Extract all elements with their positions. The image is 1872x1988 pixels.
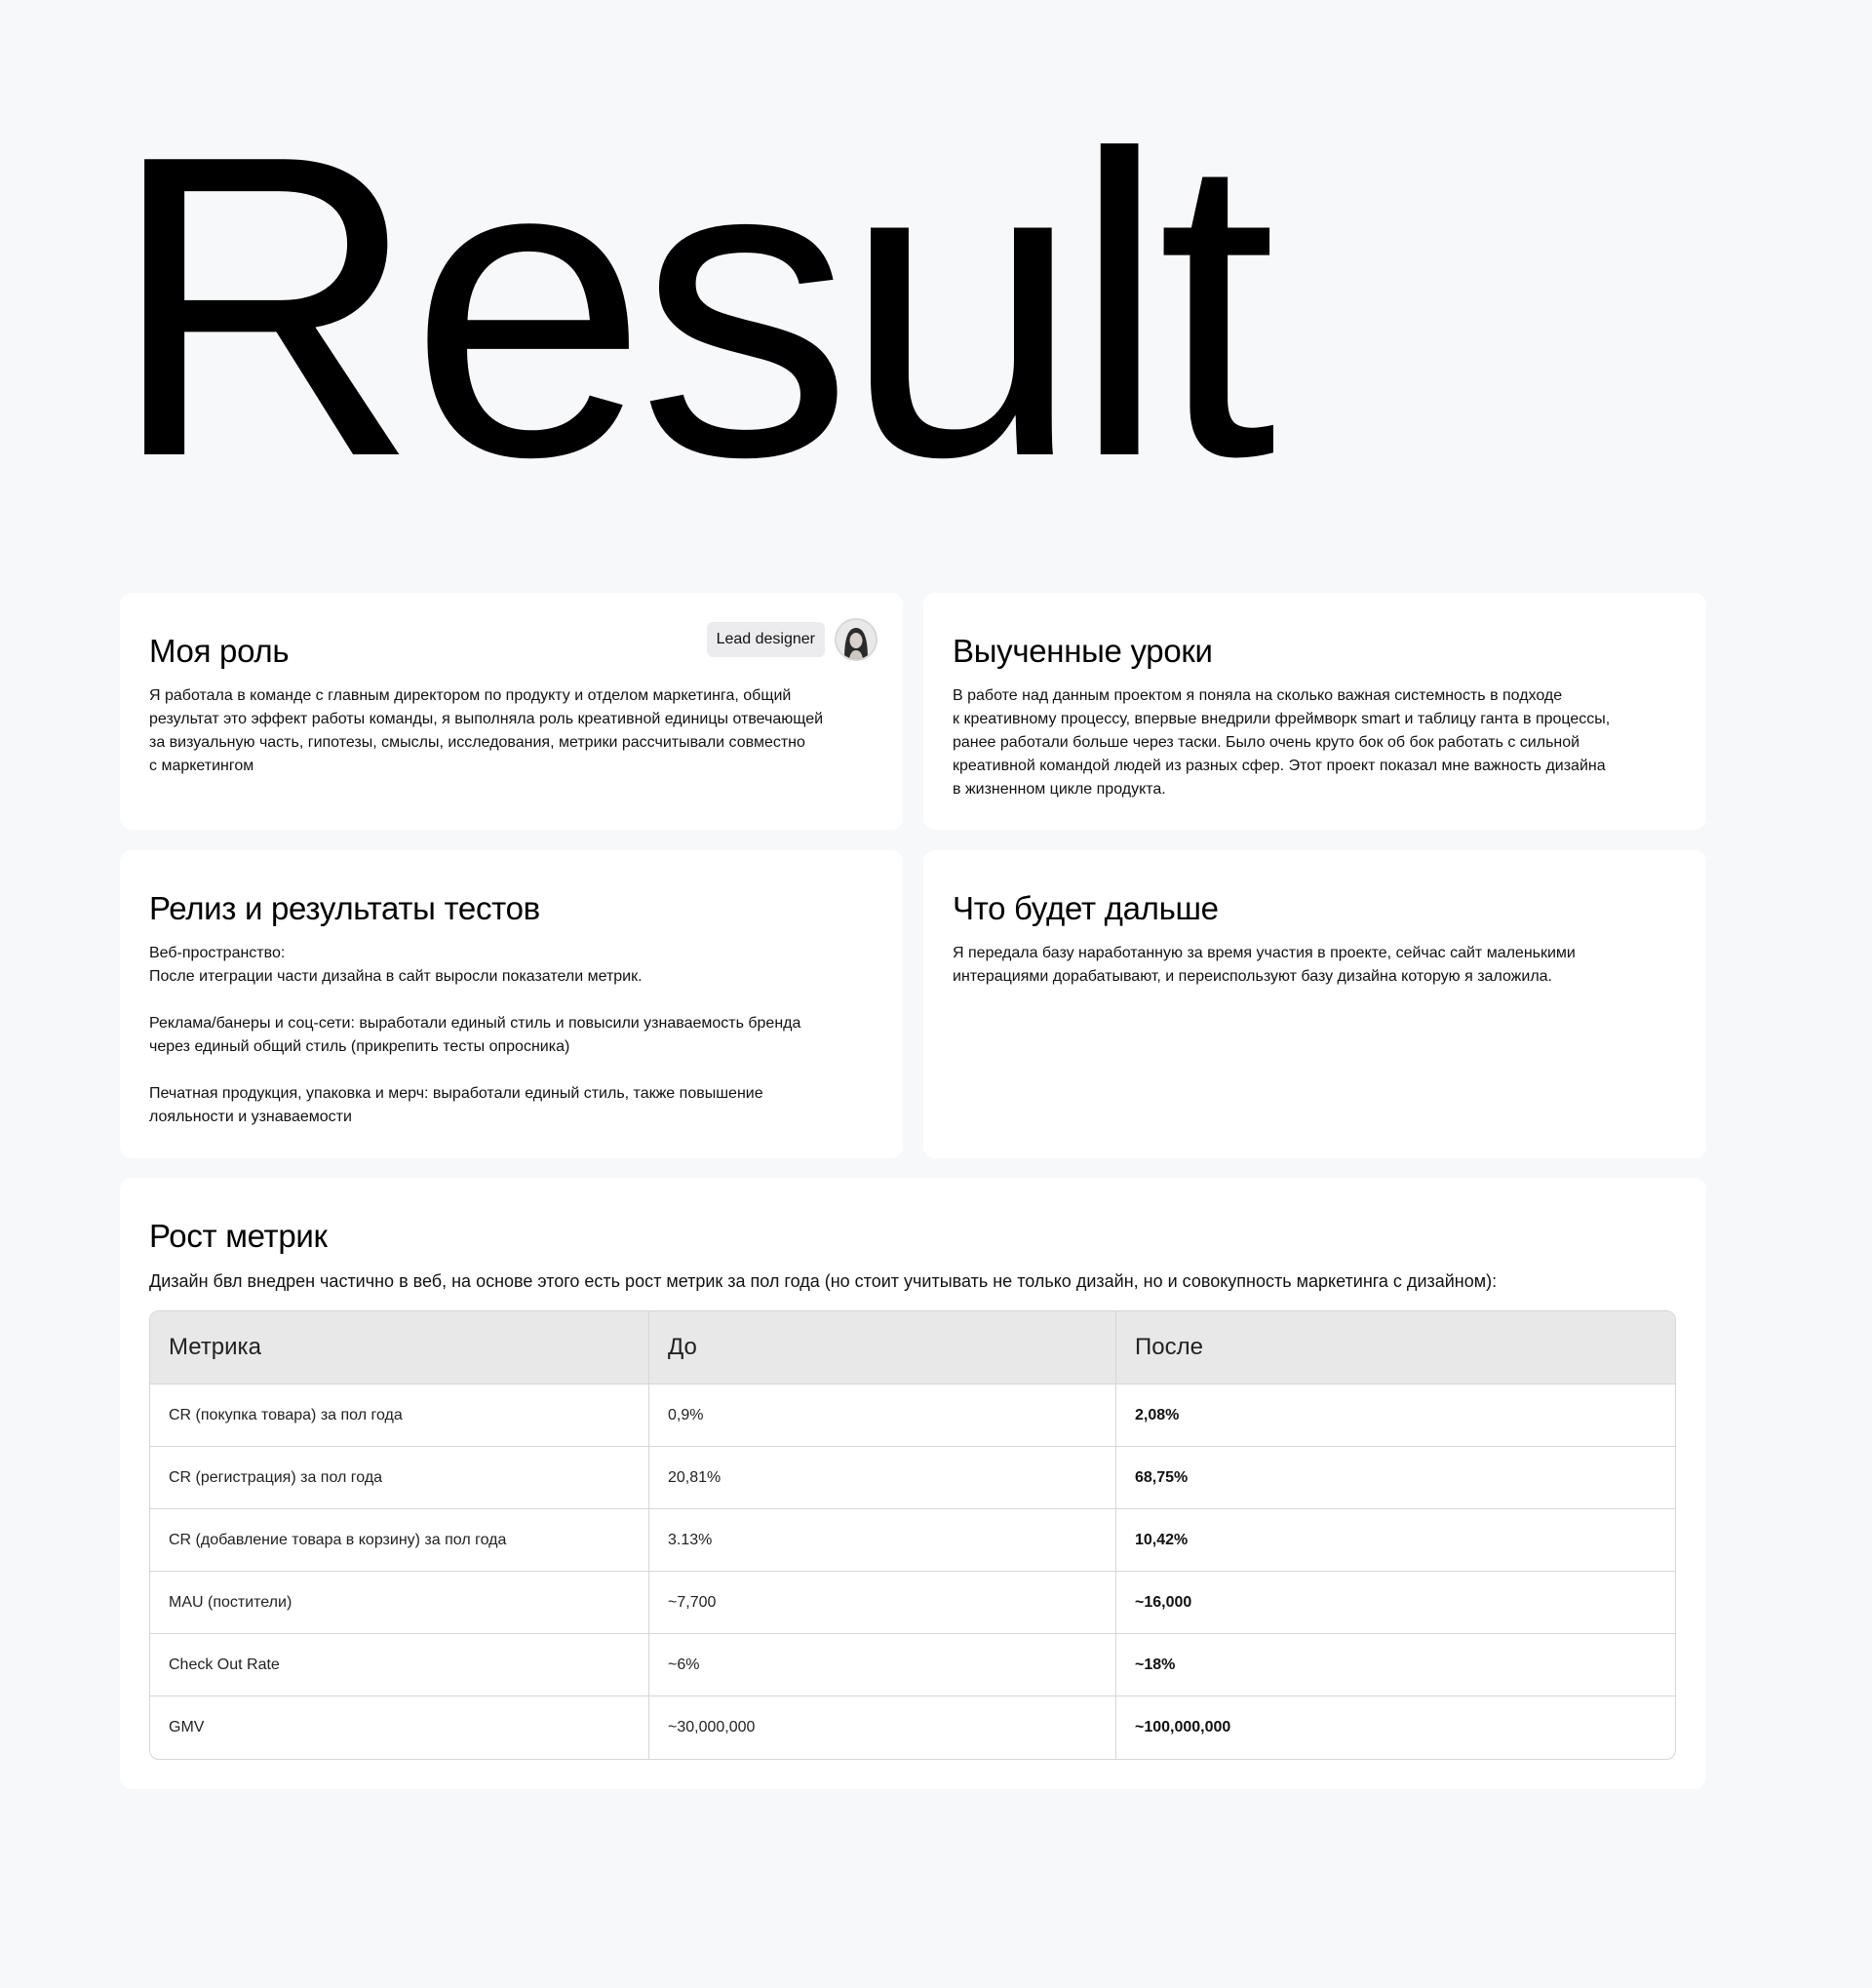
table-row bbox=[150, 1447, 1675, 1509]
metric-after: ~100,000,000 bbox=[1115, 1696, 1675, 1759]
metric-after: ~16,000 bbox=[1115, 1572, 1675, 1634]
column-header-after: После bbox=[1115, 1311, 1675, 1384]
lessons-card-text: В работе над данным проектом я поняла на сколько важная системность в подходе к креативному процессу, впервые внедрили фреймворк smart и таблицу ганта в процессы, ранее работали больше через таски. Было очень круто бок об бок работать с сильной креативной командой людей из разных сфер. Этот проект показал мне важность дизайна в жизненном цикле продукта. bbox=[953, 687, 1611, 798]
table-row bbox=[150, 1696, 1675, 1759]
metric-after: 2,08% bbox=[1115, 1384, 1675, 1447]
metric-name: MAU (постители) bbox=[150, 1572, 648, 1634]
table-row bbox=[150, 1509, 1675, 1572]
release-card bbox=[120, 850, 903, 1158]
metrics-intro: Дизайн бвл внедрен частично в веб, на основе этого есть рост метрик за пол года (но стоит учитывать не только дизайн, но и совокупность маркетинга с дизайном): bbox=[149, 1271, 1498, 1291]
metric-after: 10,42% bbox=[1115, 1509, 1675, 1572]
metric-after: 68,75% bbox=[1115, 1447, 1675, 1509]
metric-before: 20,81% bbox=[648, 1447, 1115, 1509]
metrics-table bbox=[149, 1310, 1676, 1760]
role-card-title: Моя роль bbox=[149, 633, 290, 669]
metric-name: CR (добавление товара в корзину) за пол года bbox=[150, 1509, 648, 1572]
metrics-card-title: Рост метрик bbox=[149, 1218, 328, 1254]
metric-name: CR (покупка товара) за пол года bbox=[150, 1384, 648, 1447]
metric-before: 0,9% bbox=[648, 1384, 1115, 1447]
metric-before: ~7,700 bbox=[648, 1572, 1115, 1634]
metric-before: 3.13% bbox=[648, 1509, 1115, 1572]
table-row bbox=[150, 1384, 1675, 1447]
metrics-card bbox=[120, 1178, 1706, 1789]
avatar bbox=[835, 618, 878, 661]
role-badge: Lead designer bbox=[707, 622, 825, 657]
column-header-before: До bbox=[648, 1311, 1115, 1384]
role-card-text: Я работала в команде с главным директором по продукту и отделом маркетинга, общий результат это эффект работы команды, я выполняла роль креативной единицы отвечающей за визуальную часть, гипотезы, смыслы, исследования, метрики рассчитывали совместно с маркетингом bbox=[149, 687, 824, 774]
metric-after: ~18% bbox=[1115, 1634, 1675, 1696]
table-row bbox=[150, 1634, 1675, 1696]
table-row bbox=[150, 1572, 1675, 1634]
metric-before: ~6% bbox=[648, 1634, 1115, 1696]
page-title: Result bbox=[109, 67, 1268, 546]
metric-before: ~30,000,000 bbox=[648, 1696, 1115, 1759]
role-card bbox=[120, 593, 903, 830]
table-header-row bbox=[150, 1311, 1675, 1384]
metric-name: CR (регистрация) за пол года bbox=[150, 1447, 648, 1509]
metric-name: GMV bbox=[169, 1719, 205, 1735]
lessons-card-title: Выученные уроки bbox=[953, 633, 1213, 669]
next-card bbox=[923, 850, 1706, 1158]
lessons-card bbox=[923, 593, 1706, 830]
release-card-title: Релиз и результаты тестов bbox=[149, 890, 540, 926]
column-header-metric: Метрика bbox=[150, 1311, 648, 1384]
avatar-portrait-icon bbox=[837, 620, 876, 659]
release-card-text: Веб-пространство: После итеграции части дизайна в сайт выросли показатели метрик. Реклама/банеры и соц-сети: выработали единый стиль и повысили узнаваемость бренда через единый общий стиль (прикрепить тесты опросника) Печатная продукция, упаковка и мерч: выработали единый стиль, также повышение лояльности и узнаваемости bbox=[149, 945, 801, 1125]
next-card-title: Что будет дальше bbox=[953, 890, 1219, 926]
next-card-text: Я передала базу наработанную за время участия в проекте, сейчас сайт маленькими интерациями дорабатывают, и переиспользуют базу дизайна которую я заложила. bbox=[953, 945, 1576, 985]
metric-name: Check Out Rate bbox=[150, 1634, 648, 1696]
